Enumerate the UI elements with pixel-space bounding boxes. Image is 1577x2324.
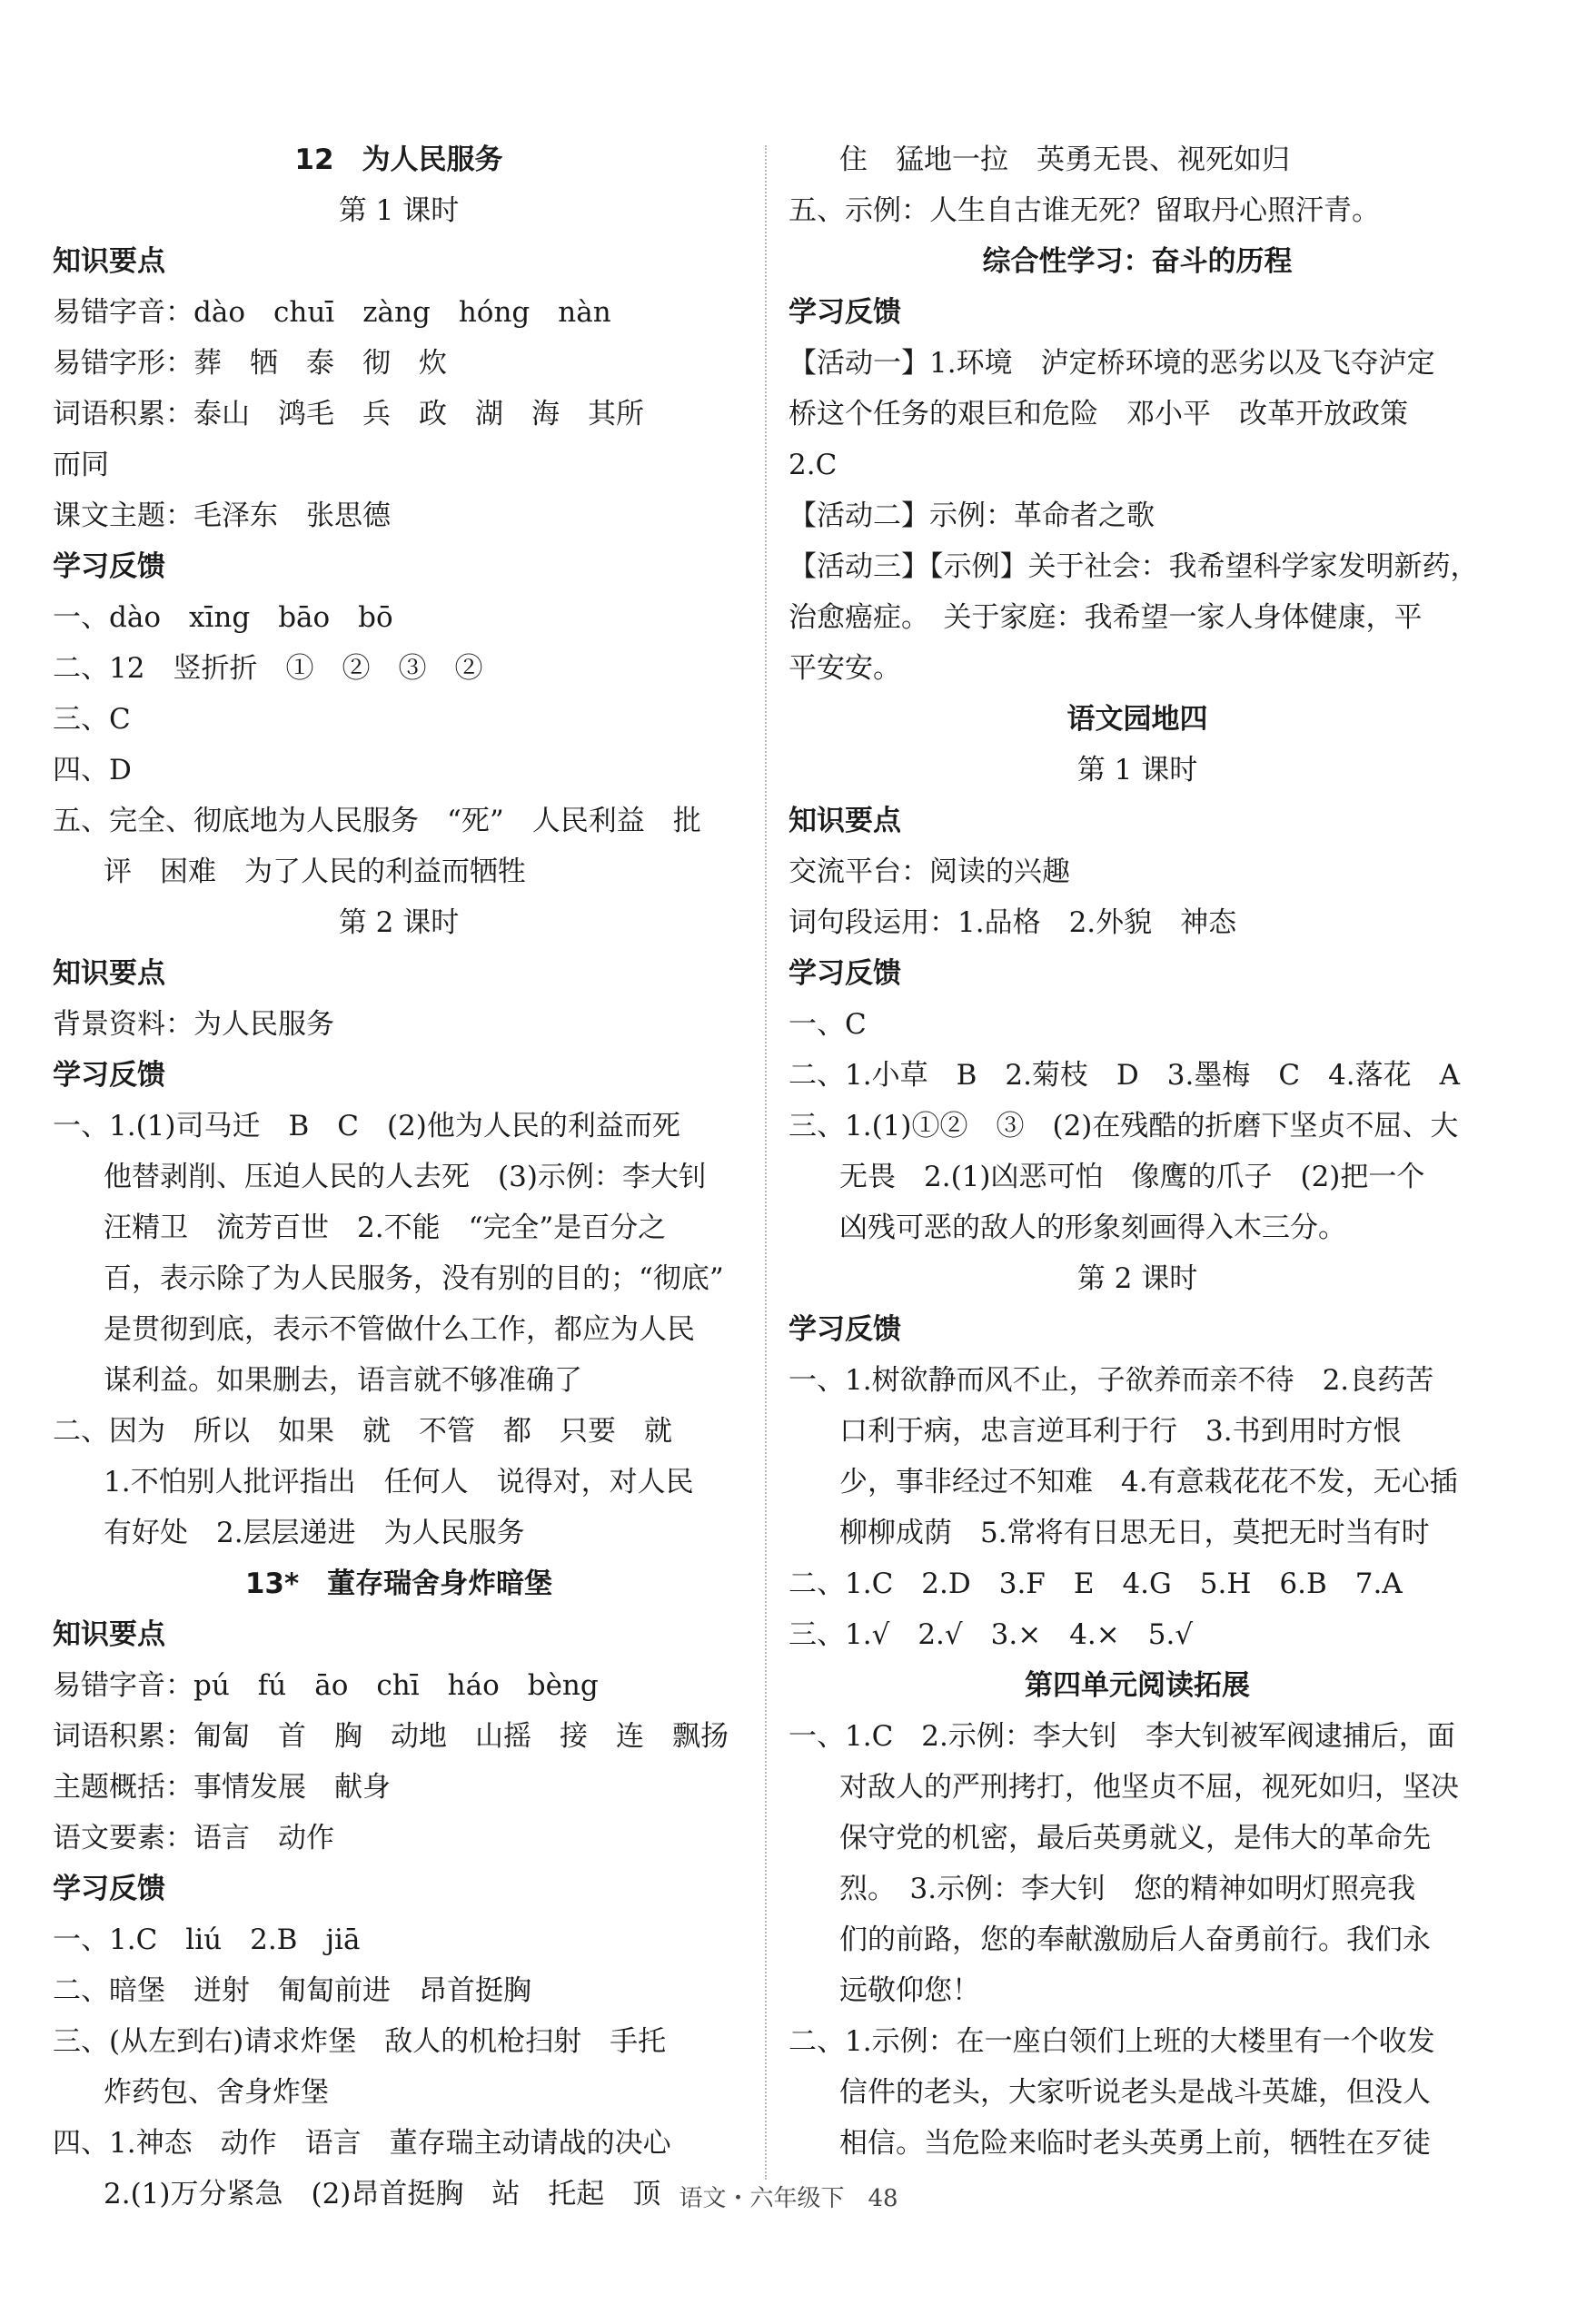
section-title: 12 为人民服务 [294, 143, 503, 176]
text-line: 住 猛地一拉 英勇无畏、视死如归 [839, 143, 1290, 176]
text-line: 谋利益。如果删去，语言就不够准确了 [104, 1364, 582, 1397]
column-divider [765, 145, 767, 2180]
section-title: 第四单元阅读拓展 [1025, 1669, 1250, 1702]
text-line: 五、完全、彻底地为人民服务 “死” 人民利益 批 [53, 805, 701, 837]
text-line: 五、示例：人生自古谁无死？留取丹心照汗青。 [788, 194, 1380, 227]
text-line: 有好处 2.层层递进 为人民服务 [104, 1517, 525, 1549]
text-line: 四、1.神态 动作 语言 董存瑞主动请战的决心 [53, 2127, 671, 2160]
text-line: 一、1.树欲静而风不止，子欲养而亲不待 2.良药苦 [788, 1364, 1434, 1397]
text-line: 治愈癌症。 关于家庭：我希望一家人身体健康，平 [788, 601, 1423, 634]
text-line: 口利于病，忠言逆耳利于行 3.书到用时方恨 [839, 1415, 1402, 1448]
lesson-title: 第 2 课时 [338, 906, 460, 939]
text-line: 一、1.(1)司马迁 B C (2)他为人民的利益而死 [53, 1110, 680, 1142]
section-title: 语文园地四 [1066, 703, 1208, 736]
text-line: 百，表示除了为人民服务，没有别的目的；“彻底” [104, 1262, 724, 1295]
subheading: 学习反馈 [788, 1313, 901, 1346]
text-line: 词语积累：泰山 鸿毛 兵 政 湖 海 其所 [53, 398, 644, 430]
text-line: 语文要素：语言 动作 [53, 1822, 334, 1854]
text-line: 远敬仰您！ [839, 1974, 980, 2007]
text-line: 汪精卫 流芳百世 2.不能 “完全”是百分之 [104, 1211, 667, 1244]
text-line: 易错字音：pú fú āo chī háo bèng [53, 1669, 599, 1702]
text-line: 三、1.√ 2.√ 3.× 4.× 5.√ [788, 1618, 1194, 1651]
page-footer: 语文・六年级下 48 [679, 2185, 898, 2212]
text-line: 对敌人的严刑拷打，他坚贞不屈，视死如归，坚决 [839, 1771, 1459, 1804]
text-line: 背景资料：为人民服务 [53, 1008, 334, 1041]
subheading: 知识要点 [53, 1618, 165, 1651]
subheading: 知识要点 [53, 957, 165, 990]
text-line: 2.C [788, 449, 838, 481]
text-line: 无畏 2.(1)凶恶可怕 像鹰的爪子 (2)把一个 [839, 1161, 1425, 1193]
text-line: 易错字形：葬 牺 泰 彻 炊 [53, 347, 447, 380]
text-line: 是贯彻到底，表示不管做什么工作，都应为人民 [104, 1313, 695, 1346]
text-line: 柳柳成荫 5.常将有日思无日，莫把无时当有时 [839, 1517, 1430, 1549]
lesson-title: 第 2 课时 [1076, 1262, 1198, 1295]
text-line: 四、D [53, 754, 132, 786]
section-title: 13* 董存瑞舍身炸暗堡 [244, 1567, 553, 1600]
text-line: 1.不怕别人批评指出 任何人 说得对，对人民 [104, 1466, 694, 1498]
text-line: 二、12 竖折折 ① ② ③ ② [53, 652, 483, 685]
lesson-title: 第 1 课时 [338, 194, 460, 227]
text-line: 交流平台：阅读的兴趣 [788, 855, 1070, 888]
text-line: 一、1.C liú 2.B jiā [53, 1923, 361, 1956]
text-line: 二、因为 所以 如果 就 不管 都 只要 就 [53, 1415, 672, 1448]
right-column [788, 134, 1486, 2169]
lesson-title: 第 1 课时 [1076, 754, 1198, 786]
text-line: 相信。当危险来临时老头英勇上前，牺牲在歹徒 [839, 2127, 1431, 2160]
text-line: 们的前路，您的奉献激励后人奋勇前行。我们永 [839, 1923, 1431, 1956]
text-line: 一、1.C 2.示例：李大钊 李大钊被军阀逮捕后，面 [788, 1720, 1455, 1753]
text-line: 词句段运用：1.品格 2.外貌 神态 [788, 906, 1237, 939]
subheading: 学习反馈 [53, 1059, 165, 1092]
text-line: 课文主题：毛泽东 张思德 [53, 499, 391, 532]
text-line: 平安安。 [788, 652, 901, 685]
text-line: 二、1.C 2.D 3.F E 4.G 5.H 6.B 7.A [788, 1567, 1403, 1600]
text-line: 易错字音：dào chuī zàng hóng nàn [53, 296, 611, 329]
text-line: 信件的老头，大家听说老头是战斗英雄，但没人 [839, 2076, 1431, 2109]
subheading: 学习反馈 [788, 957, 901, 990]
text-line: 一、dào xīng bāo bō [53, 601, 393, 634]
text-line: 一、C [788, 1008, 867, 1041]
text-line: 主题概括：事情发展 献身 [53, 1771, 391, 1804]
subheading: 学习反馈 [53, 550, 165, 583]
subheading: 学习反馈 [53, 1873, 165, 1905]
left-column [53, 134, 745, 2220]
text-line: 三、(从左到右)请求炸堡 敌人的机枪扫射 手托 [53, 2025, 667, 2058]
text-line: 炸药包、舍身炸堡 [104, 2076, 329, 2109]
text-line: 二、1.小草 B 2.菊枝 D 3.墨梅 C 4.落花 A [788, 1059, 1461, 1092]
text-line: 少，事非经过不知难 4.有意栽花花不发，无心插 [839, 1466, 1458, 1498]
subheading: 知识要点 [788, 805, 901, 837]
text-line: 三、1.(1)①② ③ (2)在残酷的折磨下坚贞不屈、大 [788, 1110, 1459, 1142]
text-line: 【活动二】示例：革命者之歌 [788, 499, 1155, 532]
text-line: 凶残可恶的敌人的形象刻画得入木三分。 [839, 1211, 1346, 1244]
text-line: 【活动三】【示例】关于社会：我希望科学家发明新药， [788, 550, 1479, 583]
text-line: 评 困难 为了人民的利益而牺牲 [104, 855, 526, 888]
subheading: 知识要点 [53, 245, 165, 278]
text-line: 词语积累：匍匐 首 胸 动地 山摇 接 连 飘扬 [53, 1720, 729, 1753]
text-line: 他替剥削、压迫人民的人去死 (3)示例：李大钊 [104, 1161, 707, 1193]
text-line: 保守党的机密，最后英勇就义，是伟大的革命先 [839, 1822, 1431, 1854]
text-line: 【活动一】1.环境 泸定桥环境的恶劣以及飞夺泸定 [788, 347, 1435, 380]
text-line: 三、C [53, 703, 131, 736]
subheading: 学习反馈 [788, 296, 901, 329]
text-line: 烈。 3.示例：李大钊 您的精神如明灯照亮我 [839, 1873, 1416, 1905]
text-line: 二、1.示例：在一座白领们上班的大楼里有一个收发 [788, 2025, 1435, 2058]
text-line: 而同 [53, 449, 109, 481]
section-title: 综合性学习：奋斗的历程 [982, 245, 1293, 278]
text-line: 2.(1)万分紧急 (2)昂首挺胸 站 托起 顶 [104, 2178, 661, 2210]
text-line: 桥这个任务的艰巨和危险 邓小平 改革开放政策 [788, 398, 1408, 430]
text-line: 二、暗堡 迸射 匍匐前进 昂首挺胸 [53, 1974, 531, 2007]
